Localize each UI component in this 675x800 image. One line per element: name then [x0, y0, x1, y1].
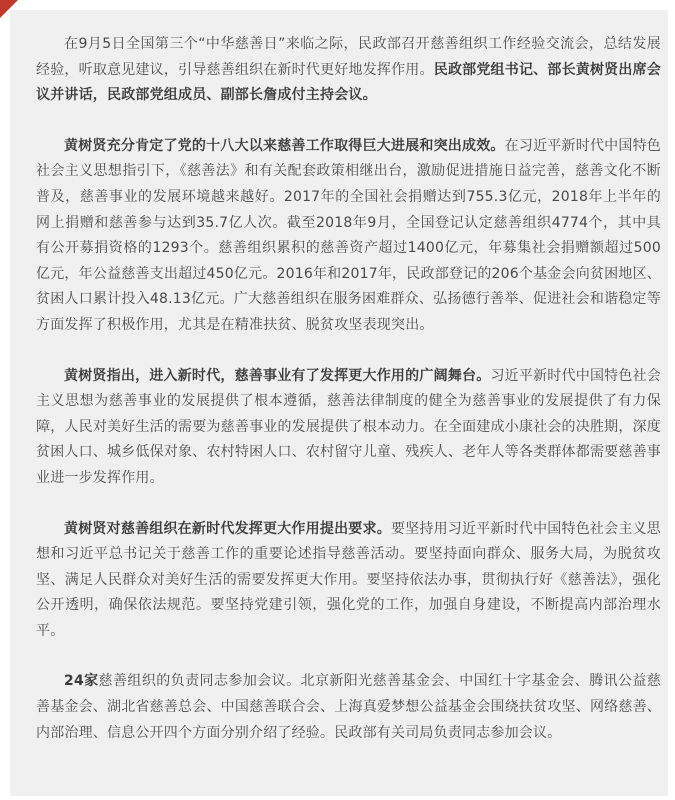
paragraph-bold-tail: 民政部党组书记、部长黄树贤出席会议并讲话，民政部党组成员、副部长詹成付主持会议。 — [36, 61, 661, 104]
paragraph-text: 习近平新时代中国特色社会主义思想为慈善事业的发展提供了根本遵循，慈善法律制度的健全为慈善事业的发展提供了有力保障，人民对美好生活的需要为慈善事业的发展提供了根本动力。在全面建成小康社会的决胜期，深度贫困人口、城乡低保对象、农村特困人口、农村留守儿童、残疾人、老年人等各类群体都需要慈善事业进一步发挥作用。 — [36, 367, 661, 486]
paragraph-text: 要坚持用习近平新时代中国特色社会主义思想和习近平总书记关于慈善工作的重要论述指导慈善活动。要坚持面向群众、服务大局，为脱贫攻坚、满足人民群众对美好生活的需要发挥更大作用。要坚持依法办事，贯彻执行好《慈善法》，强化公开透明，确保依法规范。要坚持党建引领，强化党的工作，加强自身建设，不断提高内部治理水平。 — [36, 520, 661, 639]
paragraph-text: 在习近平新时代中国特色社会主义思想指引下，《慈善法》和有关配套政策相继出台，激励促进措施日益完善，慈善文化不断普及，慈善事业的发展环境越来越好。2017年的全国社会捐赠达到755.3亿元，2018年上半年的网上捐赠和慈善参与达到35.7亿人次。截至2018年9月，全国登记认定慈善组织4774个，其中具有公开募捐资格的1293个。慈善组织累积的慈善资产超过1400亿元，年募集社会捐赠额超过500亿元，年公益慈善支出超过450亿元。2016年和2017年，民政部登记的206个基金会向贫困地区、贫困人口累计投入48.13亿元。广大慈善组织在服务困难群众、弘扬德行善举、促进社会和谐稳定等方面发挥了积极作用，尤其是在精准扶贫、脱贫攻坚表现突出。 — [36, 137, 662, 333]
paragraph-new-era — [36, 364, 661, 492]
paragraph-bold-lead: 黄树贤对慈善组织在新时代发挥更大作用提出要求。 — [64, 520, 391, 537]
paragraph-intro — [36, 32, 661, 109]
article-body — [36, 32, 661, 771]
paragraph-text: 慈善组织的负责同志参加会议。北京新阳光慈善基金会、中国红十字基金会、腾讯公益慈善基金会、湖北省慈善总会、中国慈善联合会、上海真爱梦想公益基金会围绕扶贫攻坚、网络慈善、内部治理、信息公开四个方面分别介绍了经验。民政部有关司局负责同志参加会议。 — [36, 673, 661, 741]
article-panel — [10, 10, 668, 796]
paragraph-participants — [36, 669, 661, 746]
paragraph-bold-lead: 24家 — [64, 673, 99, 690]
paragraph-bold-lead: 黄树贤充分肯定了党的十八大以来慈善工作取得巨大进展和突出成效。 — [64, 137, 505, 154]
paragraph-achievements — [36, 134, 661, 339]
paragraph-bold-lead: 黄树贤指出，进入新时代，慈善事业有了发挥更大作用的广阔舞台。 — [64, 367, 491, 384]
paragraph-text: 在9月5日全国第三个“中华慈善日”来临之际，民政部召开慈善组织工作经验交流会，总结发展经验，听取意见建议，引导慈善组织在新时代更好地发挥作用。 — [36, 36, 661, 78]
paragraph-requirements — [36, 517, 661, 645]
